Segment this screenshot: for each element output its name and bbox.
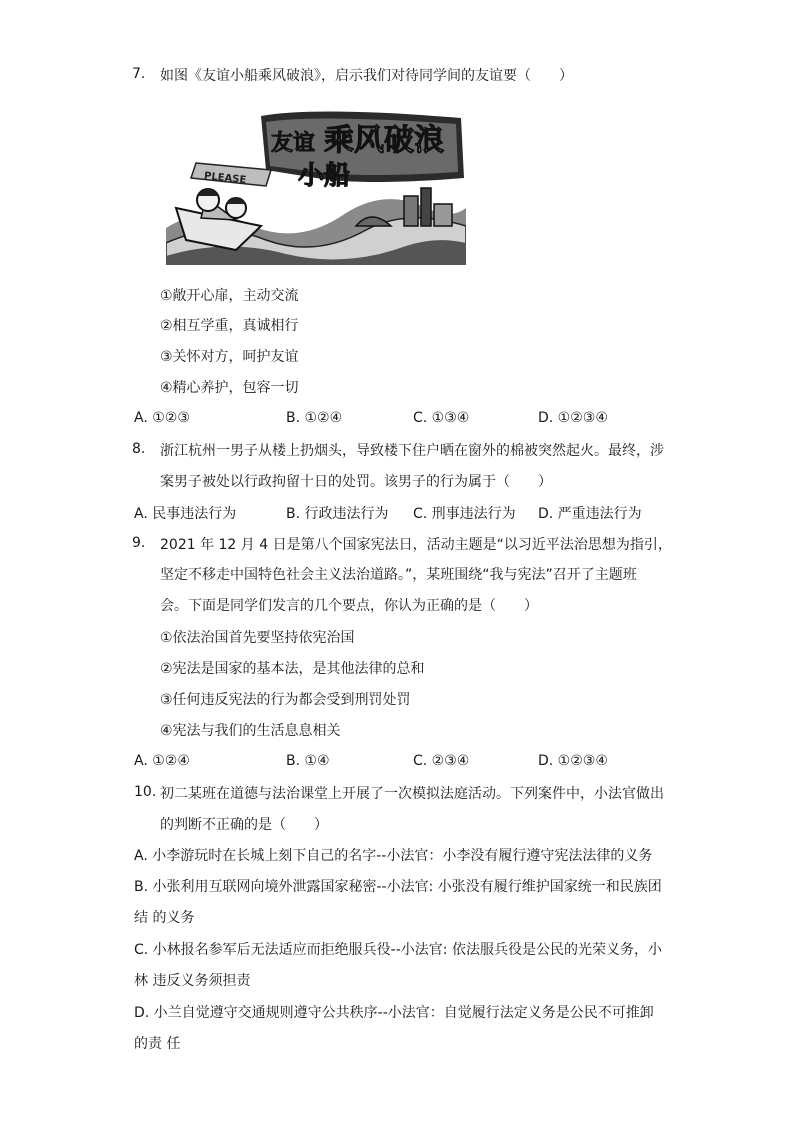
q9-option-c[interactable]: C. ②③④	[413, 753, 470, 769]
q8-option-b[interactable]: B. 行政违法行为	[286, 506, 389, 522]
q8-option-a[interactable]: A. 民事违法行为	[134, 506, 237, 522]
banner-text: PLEASE	[203, 170, 247, 187]
q7-figure	[166, 108, 466, 265]
q7-option-c[interactable]: C. ①③④	[413, 410, 470, 426]
q10-option-b[interactable]: B. 小张利用互联网向境外泄露国家秘密--小法官: 小张没有履行维护国家统一和民族团	[134, 879, 662, 895]
q7-option-d[interactable]: D. ①②③④	[538, 410, 608, 426]
q10-stem-line-2: 的判断不正确的是（ ）	[160, 817, 328, 833]
q8-stem-line-1: 浙江杭州一男子从楼上扔烟头，导致楼下住户晒在窗外的棉被突然起火。最终，涉	[160, 443, 664, 459]
q8-stem-line-2: 案男子被处以行政拘留十日的处罚。该男子的行为属于（ ）	[160, 474, 552, 490]
q7-item-1: ①敞开心扉，主动交流	[160, 288, 299, 304]
q9-stem-line-2: 坚定不移走中国特色社会主义法治道路。”，某班围绕“我与宪法”召开了主题班	[160, 567, 637, 583]
q9-number: 9.	[132, 535, 146, 551]
q10-option-d-cont: 的责 任	[134, 1036, 181, 1052]
q10-stem-line-1: 初二某班在道德与法治课堂上开展了一次模拟法庭活动。下列案件中，小法官做出	[160, 786, 664, 802]
q9-item-2: ②宪法是国家的基本法，是其他法律的总和	[160, 661, 425, 677]
q7-stem: 如图《友谊小船乘风破浪》，启示我们对待同学间的友谊要（ ）	[160, 68, 573, 84]
q9-item-1: ①依法治国首先要坚持依宪治国	[160, 630, 355, 646]
q7-option-b[interactable]: B. ①②④	[286, 410, 343, 426]
q10-number: 10.	[134, 784, 157, 800]
q7-item-2: ②相互学重，真诚相行	[160, 318, 299, 334]
q7-item-4: ④精心养护，包容一切	[160, 380, 299, 396]
figure-title-bottom: 小船	[298, 161, 351, 191]
q9-option-b[interactable]: B. ①④	[286, 753, 330, 769]
q10-option-c[interactable]: C. 小林报名参军后无法适应而拒绝服兵役--小法官: 依法服兵役是公民的光荣义务，小	[134, 942, 662, 958]
figure-title-left: 友谊	[271, 131, 316, 156]
q8-option-c[interactable]: C. 刑事违法行为	[413, 506, 516, 522]
q10-option-a[interactable]: A. 小李游玩时在长城上刻下自己的名字--小法官：小李没有履行遵守宪法法律的义务	[134, 848, 653, 864]
figure-title-main: 乘风破浪	[324, 123, 444, 158]
q9-option-d[interactable]: D. ①②③④	[538, 753, 608, 769]
q10-option-c-cont: 林 违反义务须担责	[134, 973, 251, 989]
q9-stem-line-1: 2021 年 12 月 4 日是第八个国家宪法日，活动主题是“以习近平法治思想为指引，	[160, 537, 672, 553]
q9-stem-line-3: 会。下面是同学们发言的几个要点，你认为正确的是（ ）	[160, 598, 538, 614]
q8-number: 8.	[132, 441, 146, 457]
friendship-boat-illustration	[166, 108, 466, 265]
q10-option-b-cont: 结 的义务	[134, 910, 195, 926]
q7-number: 7.	[132, 66, 146, 82]
q9-option-a[interactable]: A. ①②④	[134, 753, 190, 769]
q9-item-3: ③任何违反宪法的行为都会受到刑罚处罚	[160, 692, 411, 708]
q7-item-3: ③关怀对方，呵护友谊	[160, 349, 299, 365]
q8-option-d[interactable]: D. 严重违法行为	[538, 506, 642, 522]
q7-option-a[interactable]: A. ①②③	[134, 410, 190, 426]
q10-option-d[interactable]: D. 小兰自觉遵守交通规则遵守公共秩序--小法官：自觉履行法定义务是公民不可推卸	[134, 1005, 654, 1021]
q9-item-4: ④宪法与我们的生活息息相关	[160, 723, 341, 739]
